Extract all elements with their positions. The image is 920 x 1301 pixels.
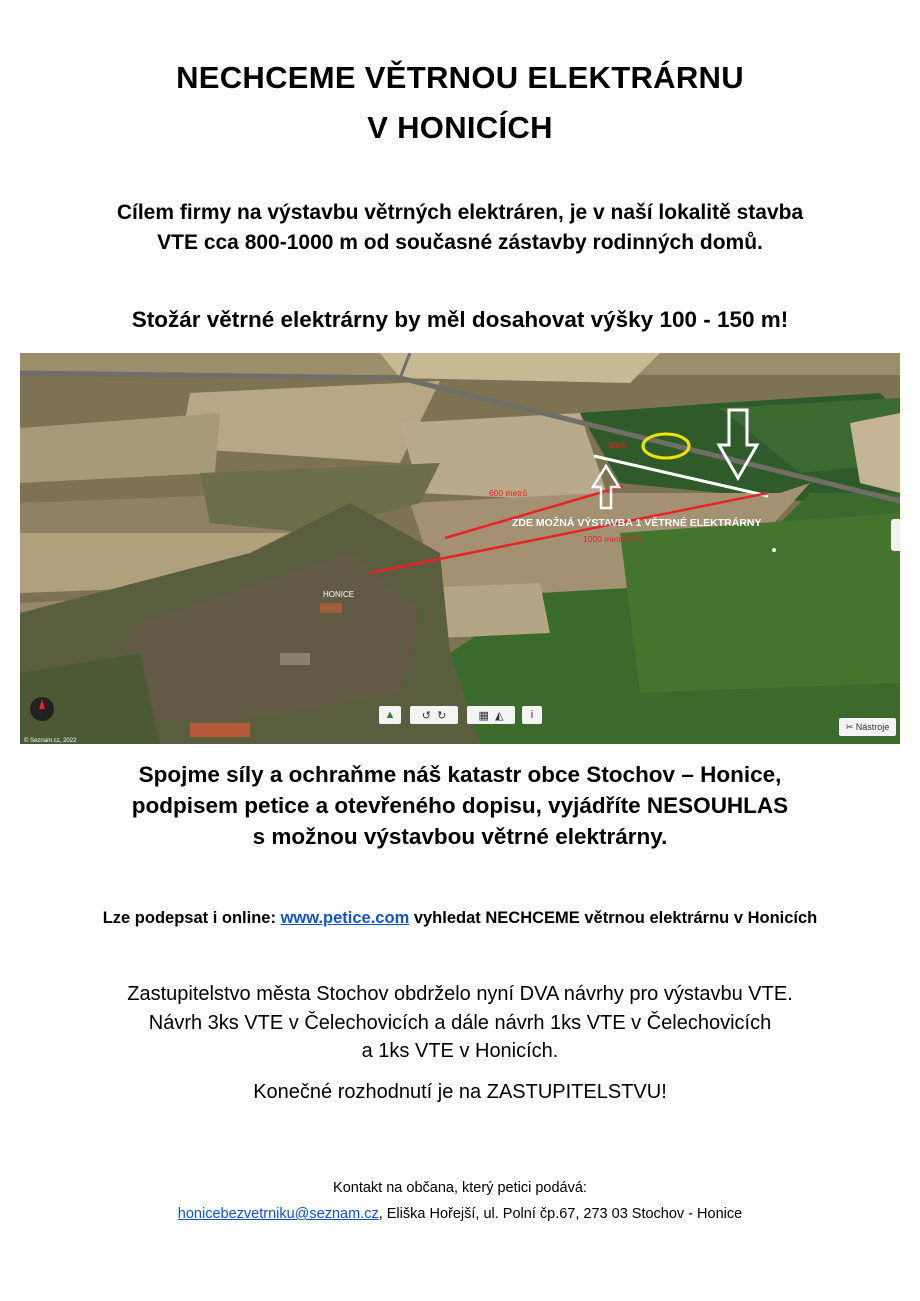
info-button[interactable] xyxy=(522,706,542,724)
tools-button[interactable] xyxy=(839,718,896,736)
decision-note: Konečné rozhodnutí je na ZASTUPITELSTVU! xyxy=(253,1081,667,1103)
call-line-3: s možnou výstavbou větrné elektrárny. xyxy=(252,824,668,849)
council-info xyxy=(0,980,920,1066)
contact-label: Kontakt na občana, který petici podává: xyxy=(333,1180,587,1196)
map-rooftops xyxy=(320,603,342,613)
page-title xyxy=(0,53,920,153)
info-icon: i xyxy=(530,709,534,721)
call-line-2: podpisem petice a otevřeného dopisu, vyjádříte NESOUHLAS xyxy=(131,793,789,818)
contact-address: , Eliška Hořejší, ul. Polní čp.67, 273 03 Stochov - Honice xyxy=(378,1206,743,1222)
map-marker xyxy=(772,548,776,552)
side-panel-handle[interactable] xyxy=(891,519,900,551)
contact-email-link[interactable]: honicebezvetrniku@seznam.cz xyxy=(177,1206,379,1222)
perspective-icon: ◭ xyxy=(495,709,504,722)
height-note: Stožár větrné elektrárny by měl dosahovat výšky 100 - 150 m! xyxy=(131,307,789,332)
online-suffix: vyhledat NECHCEME větrnou elektrárnu v Honicích xyxy=(409,909,818,927)
map-label-village: HONICE xyxy=(323,590,355,599)
map-image xyxy=(20,353,900,744)
contact-section xyxy=(0,1175,920,1227)
map-rooftops xyxy=(190,723,250,737)
title-line-1: NECHCEME VĚTRNOU ELEKTRÁRNU xyxy=(176,60,744,95)
map-label-site: ZDE MOŽNÁ VÝSTAVBA 1 VĚTRNÉ ELEKTRÁRNY xyxy=(512,517,762,529)
council-line-1: Zastupitelstvo města Stochov obdrželo nyní DVA návrhy pro výstavbu VTE. xyxy=(127,983,793,1005)
mountain-icon: ▲ xyxy=(384,709,396,721)
terrain-button[interactable] xyxy=(379,706,401,724)
council-line-2: Návrh 3ks VTE v Čelechovicích a dále návrh 1ks VTE v Čelechovicích xyxy=(148,1011,772,1034)
rotate-left-icon: ↺ xyxy=(421,709,431,722)
intro-line-1: Cílem firmy na výstavbu větrných elektráren, je v naší lokalitě stavba xyxy=(116,201,804,224)
call-to-action xyxy=(0,759,920,852)
view-buttons[interactable] xyxy=(467,706,515,724)
call-line-1: Spojme síly a ochraňme náš katastr obce Stochov – Honice, xyxy=(138,762,782,787)
map-label-shell: Shell xyxy=(608,441,626,450)
petition-link[interactable]: www.petice.com xyxy=(280,909,410,927)
tools-label: Nástroje xyxy=(855,722,890,732)
tools-icon: ✂ xyxy=(845,721,854,732)
council-line-3: a 1ks VTE v Honicích. xyxy=(361,1040,559,1062)
intro-line-2: VTE cca 800-1000 m od současné zástavby rodinných domů. xyxy=(157,231,763,254)
map-label-600: 600 metrů xyxy=(489,488,528,498)
online-petition xyxy=(0,906,920,930)
map-field-green xyxy=(620,513,900,693)
title-line-2: V HONICÍCH xyxy=(367,110,553,145)
aerial-map[interactable] xyxy=(20,353,900,744)
map-rooftops xyxy=(280,653,310,665)
intro-paragraph xyxy=(0,198,920,258)
map-copyright: © Seznam.cz, 2022 xyxy=(24,738,77,744)
map-label-1000: 1000 metrů ??? xyxy=(583,534,643,544)
rotate-right-icon: ↻ xyxy=(437,709,447,722)
contact-details xyxy=(0,1201,920,1227)
rotate-buttons[interactable] xyxy=(410,706,458,724)
online-prefix: Lze podepsat i online: xyxy=(102,909,281,927)
grid-icon: ▦ xyxy=(478,709,489,722)
